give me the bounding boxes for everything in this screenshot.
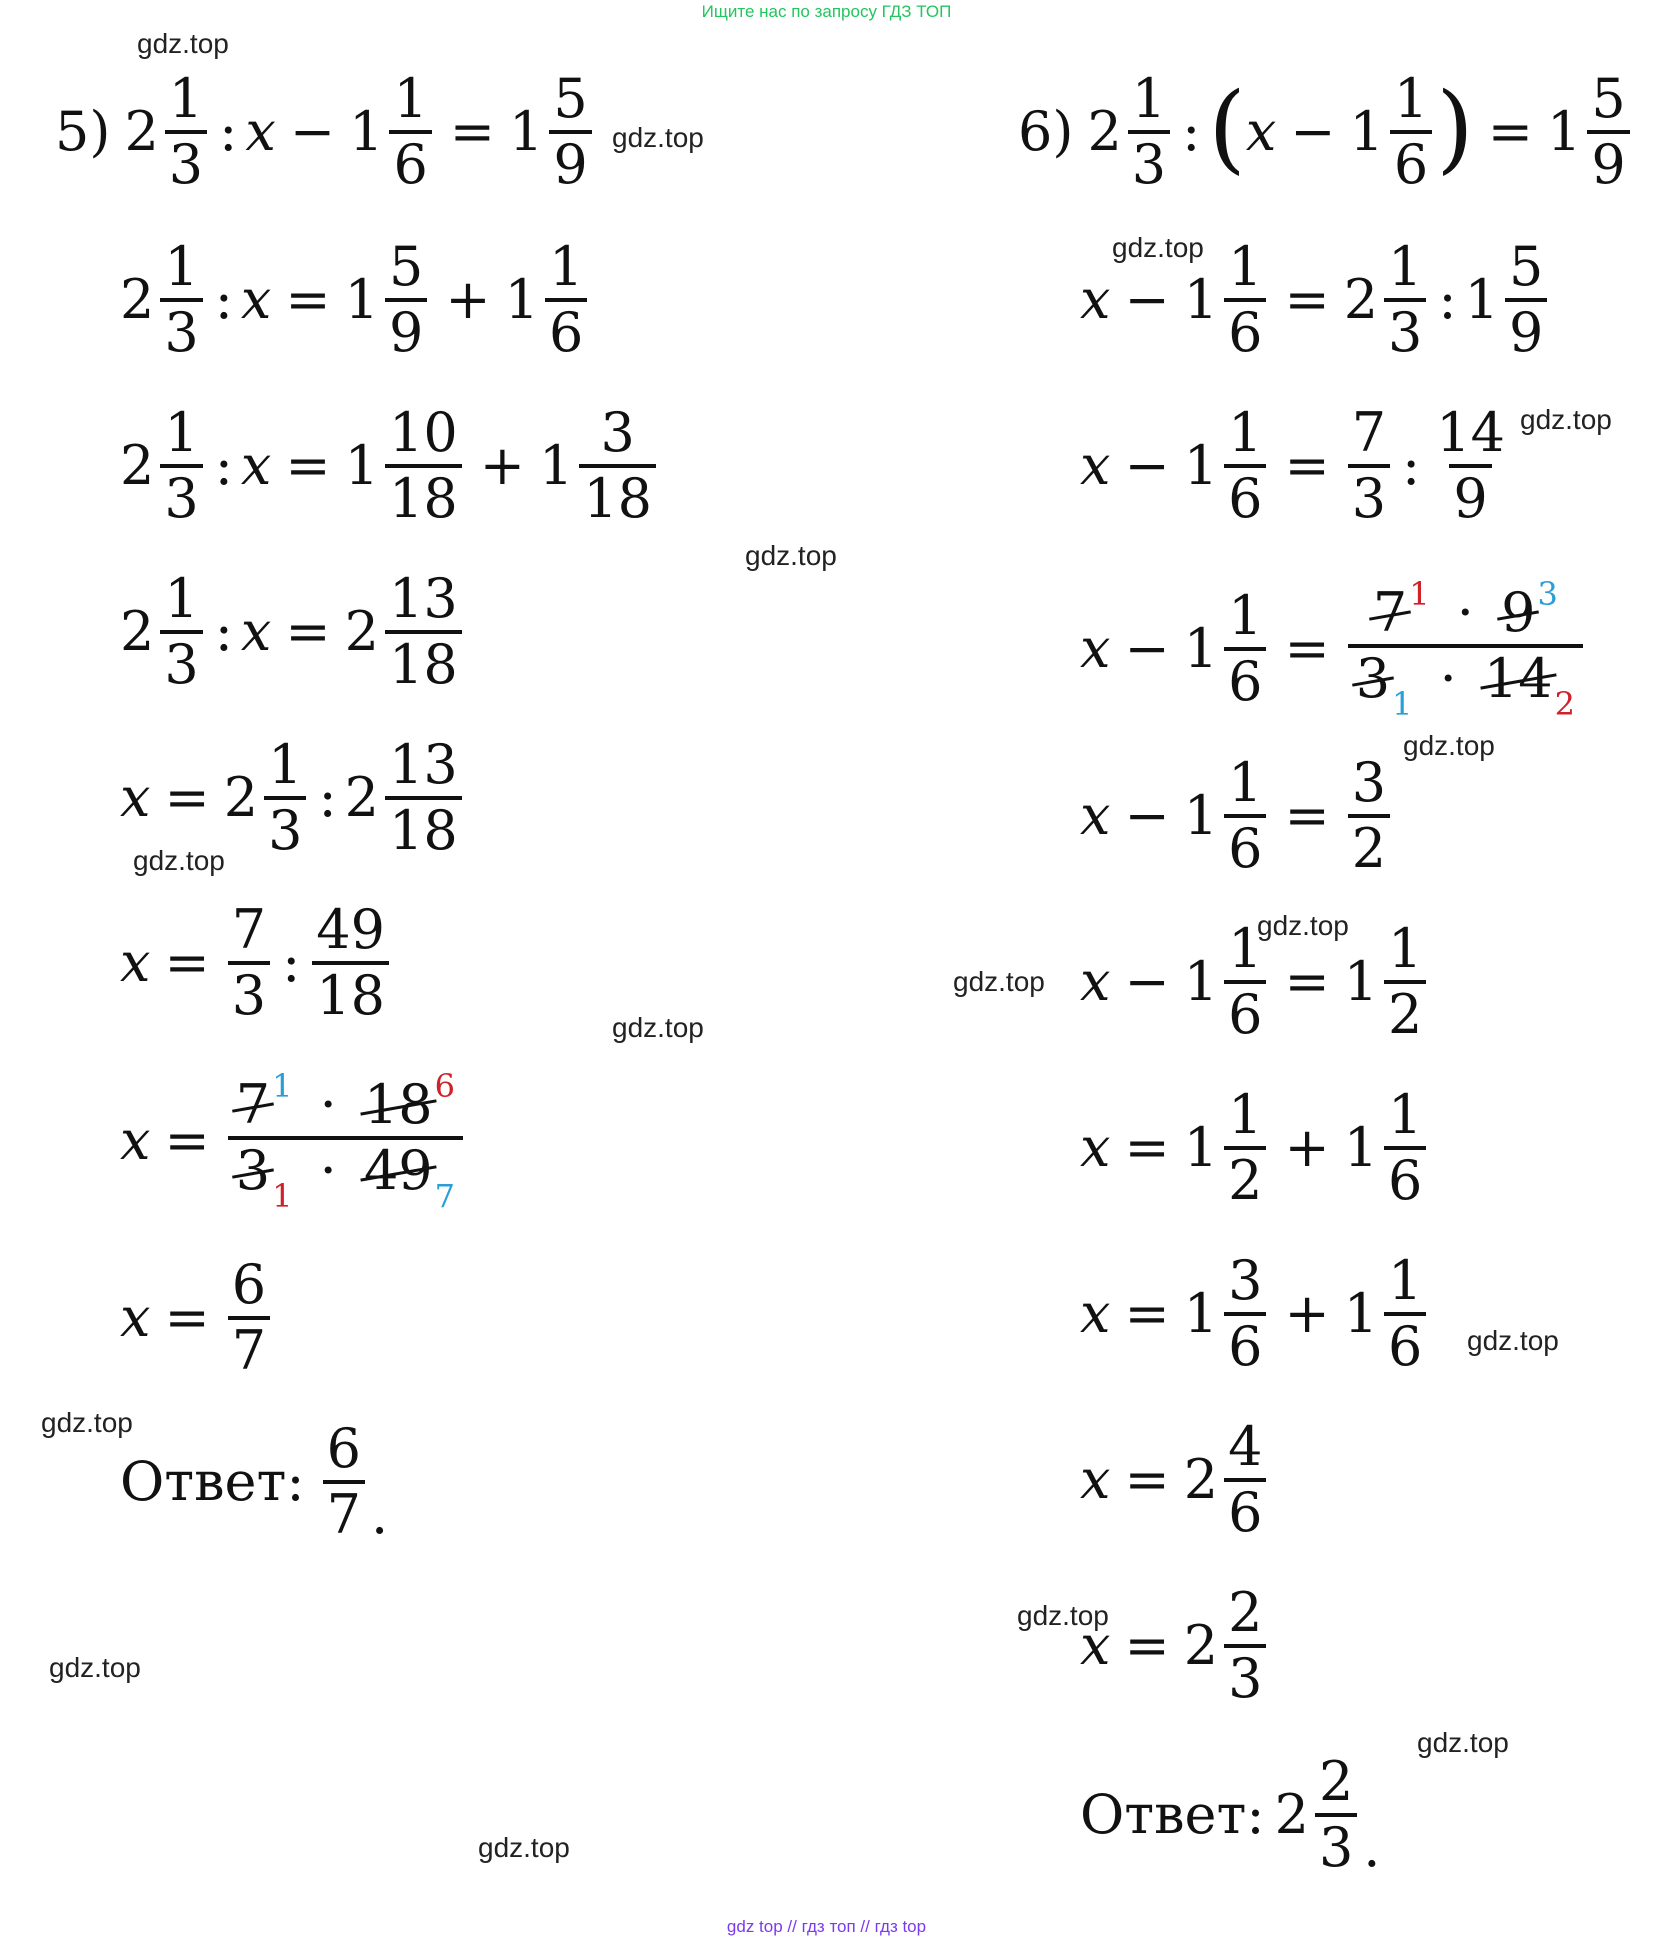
denominator: 7 [228,1316,270,1378]
whole: 1 [344,434,379,497]
watermark: gdz.top [1520,404,1612,435]
numerator: 1 [1228,401,1263,464]
fraction [1315,1750,1357,1879]
fraction [1587,67,1629,196]
denominator: 3 [228,961,270,1023]
numerator: 1 [1228,584,1263,647]
fraction [389,67,431,196]
numerator: 6 [231,1253,267,1316]
variable-x: x [240,268,272,331]
numerator: 2 [1228,1581,1263,1644]
denominator: 3 [1315,1813,1357,1875]
watermark: gdz.top [1112,232,1204,263]
denominator: 6 [1224,1478,1266,1540]
cancelled-number: 49 [363,1139,433,1202]
reduced-value: 6 [434,1067,456,1105]
denominator: 3 [264,796,306,858]
fraction [312,898,389,1027]
numerator: 1 [1388,1083,1423,1146]
whole: 1 [1349,100,1384,163]
numerator: 13 [389,733,458,796]
fraction [1224,235,1266,364]
numerator: 1 [548,235,584,298]
colon: : [1402,434,1421,497]
variable-x: x [120,931,151,994]
fraction [1224,401,1266,530]
equals: = [449,100,496,163]
whole: 1 [504,268,539,331]
equals: = [1124,1448,1170,1511]
denominator: 9 [549,130,591,192]
variable-x: x [1080,434,1111,497]
equals: = [285,268,331,331]
fraction [160,401,202,530]
denominator: 6 [545,298,587,360]
numerator: 49 [316,898,385,961]
p6-step-10 [1080,1581,1270,1710]
minus: − [1124,784,1170,847]
denominator: 6 [1384,1146,1426,1208]
denominator: 9 [1505,298,1547,360]
colon: : [1182,100,1201,163]
denominator: 9 [1449,464,1491,526]
whole: 2 [124,100,159,163]
whole: 1 [1183,950,1219,1013]
numerator: 1 [1228,235,1263,298]
p6-step-5 [1080,751,1394,880]
whole: 2 [120,434,155,497]
denominator: 18 [385,464,462,526]
whole: 2 [223,766,259,829]
whole: 2 [1274,1783,1309,1846]
whole: 1 [1183,1116,1219,1179]
p6-step-3 [1080,401,1513,530]
reduced-value: 2 [1554,685,1575,723]
fraction [160,567,202,696]
colon: : [1438,268,1457,331]
fraction [1224,1249,1266,1378]
fraction [264,733,306,862]
equals: = [164,1109,210,1172]
denominator: 3 [1128,130,1170,192]
fraction [1390,67,1432,196]
whole: 1 [1183,268,1219,331]
numerator: 1 [1388,235,1423,298]
denominator: 6 [1224,298,1266,360]
reduced-value: 1 [272,1177,293,1215]
p6-step-2 [1080,235,1551,364]
variable-x: x [1080,1116,1111,1179]
numerator: 3 [1228,1249,1263,1312]
cancelled-number: 7 [1372,581,1408,644]
watermark: gdz.top [478,1832,570,1863]
whole: 1 [1183,1282,1219,1345]
variable-x: x [120,1109,151,1172]
p6-step-9 [1080,1415,1270,1544]
variable-x: x [1080,784,1111,847]
denominator: 18 [579,464,656,526]
denominator: 2 [1384,980,1426,1042]
numerator: 1 [1228,917,1263,980]
fraction [1384,1083,1426,1212]
whole: 2 [344,766,379,829]
denominator: 2 [1224,1146,1266,1208]
watermark: gdz.top [1467,1325,1559,1356]
denominator: 3 [160,464,202,526]
fraction [385,401,462,530]
plus: + [479,434,525,497]
denominator: 3 [160,630,202,692]
variable-x: x [245,100,276,163]
equals: = [1284,268,1330,331]
p5-step-4 [120,567,466,696]
denominator: 3 [1224,1644,1266,1706]
whole: 2 [1343,268,1379,331]
fraction [1505,235,1547,364]
whole: 1 [1343,1282,1379,1345]
numerator: 7 [1351,401,1387,464]
whole: 1 [538,434,574,497]
bottom-banner: gdz top // гдз топ // гдз top [726,1917,927,1936]
cancelled-number: 7 [235,1073,271,1136]
equals: = [164,1286,210,1349]
denominator: 6 [389,130,431,192]
denominator: 9 [385,298,427,360]
denominator: 9 [1587,130,1629,192]
cancel-fraction [228,1067,463,1215]
variable-x: x [240,434,272,497]
p5-step-8 [120,1253,274,1382]
watermark: gdz.top [1017,1600,1109,1631]
whole: 2 [120,268,155,331]
numerator: 1 [164,567,199,630]
plus: + [445,268,491,331]
fraction [165,67,207,196]
denominator: 6 [1224,647,1266,709]
numerator: 1 [268,733,303,796]
watermark: gdz.top [745,540,837,571]
numerator: 6 [326,1417,361,1480]
equals: = [1124,1116,1170,1179]
denominator: 7 [323,1480,365,1542]
watermark: gdz.top [133,845,225,876]
whole: 1 [1546,100,1582,163]
minus: − [1124,950,1170,1013]
denominator: 3 [1384,298,1426,360]
dot-operator: · [1439,647,1457,710]
numerator: 1 [1131,67,1167,130]
denominator: 6 [1224,980,1266,1042]
colon: : [219,100,238,163]
fraction [1224,1581,1266,1710]
watermark: gdz.top [1257,910,1349,941]
numerator: 1 [164,401,199,464]
numerator: 1 [1228,1083,1263,1146]
watermark: gdz.top [612,1012,704,1043]
answer-label: Ответ: [1080,1783,1265,1846]
reduced-value: 7 [434,1177,456,1215]
denominator: 6 [1224,814,1266,876]
fraction [1224,917,1266,1046]
reduced-value: 1 [272,1067,293,1105]
watermark: gdz.top [137,28,229,59]
problem-label: 5) [55,100,111,163]
fraction [228,898,270,1027]
cancelled-number: 18 [363,1073,433,1136]
denominator: 2 [1348,814,1390,876]
fraction [1384,235,1426,364]
cancel-fraction [1348,575,1583,723]
fraction [1384,1249,1426,1378]
watermark: gdz.top [953,966,1045,997]
fraction [579,401,656,530]
fraction [323,1417,365,1546]
watermark: gdz.top [1417,1727,1509,1758]
cancelled-number: 14 [1483,647,1553,710]
fraction [1224,751,1266,880]
whole: 2 [344,600,379,663]
whole: 1 [1464,268,1499,331]
numerator: 3 [1351,751,1387,814]
denominator: 18 [312,961,389,1023]
dot-operator: · [319,1139,337,1202]
equals: = [1487,100,1533,163]
denominator: 3 [165,130,207,192]
whole: 1 [1183,434,1219,497]
fraction [1224,1415,1266,1544]
left-parenthesis: ( [1208,71,1246,184]
equals: = [1124,1614,1170,1677]
numerator: 1 [164,235,199,298]
equals: = [164,766,210,829]
colon: : [214,434,233,497]
fraction [1224,584,1266,713]
equals: = [1124,1282,1170,1345]
equals: = [164,931,210,994]
plus: + [1284,1116,1330,1179]
cancelled-number: 9 [1501,581,1536,644]
colon: : [214,268,233,331]
variable-x: x [1080,617,1111,680]
p6-step-1 [1018,67,1634,196]
equals: = [285,600,331,663]
reduced-value: 1 [1392,685,1413,723]
variable-x: x [240,600,272,663]
colon: : [214,600,233,663]
numerator: 1 [393,67,428,130]
variable-x: x [120,766,151,829]
numerator: 1 [1393,67,1429,130]
whole: 1 [1183,784,1219,847]
fraction [385,235,427,364]
watermark: gdz.top [1403,730,1495,761]
equals: = [1284,617,1330,680]
numerator: 5 [1508,235,1544,298]
numerator: 2 [1318,1750,1354,1813]
colon: : [318,766,337,829]
denominator: 6 [1390,130,1432,192]
watermark: gdz.top [41,1407,133,1438]
whole: 1 [1343,950,1379,1013]
fraction [385,567,462,696]
denominator: 3 [1348,464,1390,526]
dot-operator: · [319,1073,337,1136]
whole: 2 [1183,1614,1219,1677]
variable-x: x [1080,1614,1111,1677]
p5-step-6 [120,898,393,1027]
whole: 2 [1087,100,1122,163]
p5-step-3 [120,401,660,530]
variable-x: x [1080,950,1111,1013]
fraction [385,733,462,862]
fraction [1348,401,1390,530]
equals: = [1284,784,1330,847]
variable-x: x [1080,1282,1111,1345]
p6-answer [1080,1750,1381,1879]
numerator: 1 [1228,751,1263,814]
variable-x: x [120,1286,151,1349]
p6-step-7 [1080,1083,1430,1212]
top-banner: Ищите нас по запросу ГДЗ ТОП [701,2,952,21]
variable-x: x [1245,100,1277,163]
whole: 1 [349,100,384,163]
reduced-value: 1 [1409,575,1430,613]
whole: 1 [344,268,379,331]
fraction [1128,67,1170,196]
whole: 2 [120,600,155,663]
p5-step-7 [120,1067,467,1215]
reduced-value: 3 [1537,575,1558,613]
minus: − [289,100,336,163]
plus: + [1284,1282,1330,1345]
denominator: 18 [385,796,462,858]
p6-step-6 [1080,917,1430,1046]
cancelled-number: 3 [1355,647,1391,710]
fraction [160,235,202,364]
numerator: 1 [1388,1249,1423,1312]
fraction [545,235,587,364]
problem-label: 6) [1018,100,1074,163]
p5-step-1 [55,67,596,196]
equals: = [1284,434,1330,497]
p5-answer [120,1417,389,1546]
whole: 1 [1183,617,1219,680]
minus: − [1124,434,1170,497]
numerator: 7 [231,898,267,961]
answer-label: Ответ: [120,1450,305,1513]
minus: − [1124,268,1170,331]
numerator: 1 [1388,917,1423,980]
minus: − [1124,617,1170,680]
denominator: 6 [1384,1312,1426,1374]
numerator: 4 [1228,1415,1263,1478]
numerator: 1 [168,67,204,130]
variable-x: x [1080,1448,1111,1511]
fraction [549,67,591,196]
fraction [228,1253,270,1382]
numerator: 3 [600,401,635,464]
fraction [1348,751,1390,880]
numerator: 5 [553,67,588,130]
cancelled-number: 3 [235,1139,271,1202]
watermark: gdz.top [612,122,704,153]
p5-step-2 [120,235,591,364]
fraction [1384,917,1426,1046]
whole: 2 [1183,1448,1219,1511]
whole: 1 [1343,1116,1379,1179]
period: . [1363,1816,1381,1879]
equals: = [1284,950,1330,1013]
denominator: 6 [1224,1312,1266,1374]
p6-step-4 [1080,575,1587,723]
p6-step-8 [1080,1249,1430,1378]
denominator: 18 [385,630,462,692]
equals: = [285,434,331,497]
colon: : [282,931,301,994]
numerator: 13 [389,567,458,630]
variable-x: x [1080,268,1111,331]
numerator: 5 [389,235,424,298]
numerator: 10 [389,401,458,464]
denominator: 3 [160,298,202,360]
whole: 1 [509,100,544,163]
fraction [1432,401,1509,530]
watermark: gdz.top [49,1652,141,1683]
numerator: 14 [1436,401,1505,464]
fraction [1224,1083,1266,1212]
minus: − [1290,100,1336,163]
right-parenthesis: ) [1436,71,1474,184]
denominator: 6 [1224,464,1266,526]
numerator: 5 [1591,67,1626,130]
period: . [370,1483,389,1546]
dot-operator: · [1456,581,1474,644]
